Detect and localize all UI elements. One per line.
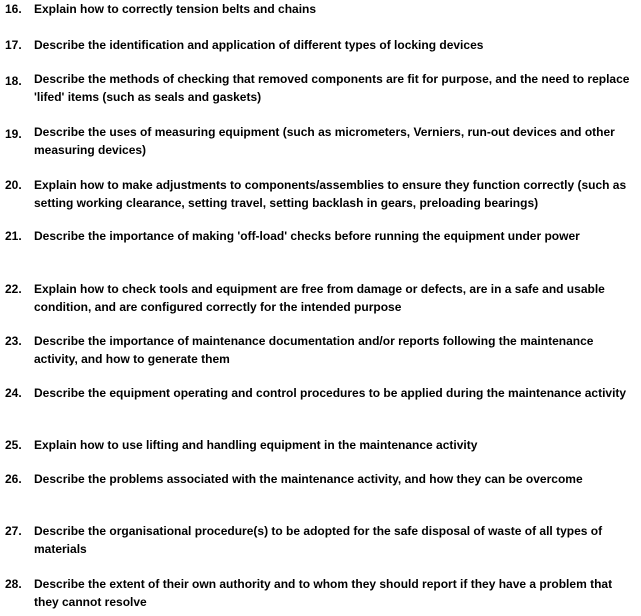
item-number: 28. [5, 577, 22, 591]
item-number: 27. [5, 524, 22, 538]
item-text: Describe the organisational procedure(s) to be adopted for the safe disposal of waste of all types of materials [34, 524, 603, 556]
item-text: Explain how to correctly tension belts and chains [34, 2, 317, 16]
item-text: Describe the importance of maintenance documentation and/or reports following the maintenance activity, and how to generate them [34, 334, 594, 366]
item-text: Explain how to make adjustments to components/assemblies to ensure they function correctly (such as setting working clearance, setting travel, setting backlash in gears, preloading bearings) [34, 178, 627, 210]
item-number: 20. [5, 178, 22, 192]
item-text: Explain how to check tools and equipment are free from damage or defects, are in a safe and usable condition, and are configured correctly for the intended purpose [34, 282, 605, 314]
item-number: 17. [5, 38, 22, 52]
item-number: 19. [5, 127, 22, 141]
item-text: Explain how to use lifting and handling equipment in the maintenance activity [34, 438, 478, 452]
item-text: Describe the uses of measuring equipment (such as micrometers, Verniers, run-out devices and other measuring devices) [34, 125, 615, 157]
item-text: Describe the problems associated with the maintenance activity, and how they can be overcome [34, 472, 583, 486]
item-text: Describe the methods of checking that removed components are fit for purpose, and the need to replace 'lifed' items (such as seals and gaskets) [34, 72, 630, 104]
item-text: Describe the extent of their own authority and to whom they should report if they have a problem that they cannot resolve [34, 577, 613, 609]
item-number: 21. [5, 229, 22, 243]
item-number: 16. [5, 2, 22, 16]
item-number: 24. [5, 386, 22, 400]
item-number: 22. [5, 282, 22, 296]
item-number: 23. [5, 334, 22, 348]
item-number: 26. [5, 472, 22, 486]
item-text: Describe the identification and application of different types of locking devices [34, 38, 484, 52]
item-number: 18. [5, 74, 22, 88]
item-number: 25. [5, 438, 22, 452]
item-text: Describe the equipment operating and control procedures to be applied during the maintenance activity [34, 386, 627, 400]
item-text: Describe the importance of making 'off-load' checks before running the equipment under power [34, 229, 580, 243]
